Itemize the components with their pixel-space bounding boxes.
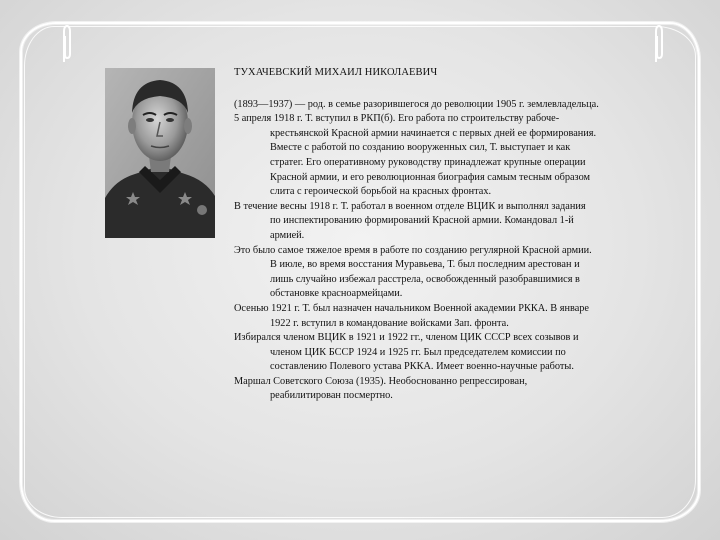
- biography-line: Вместе с работой по созданию вооруженных сил, Т. выступает и как: [270, 142, 571, 154]
- biography-line: по инспектированию формирований Красной армии. Командовал 1-й: [270, 215, 574, 227]
- biography-line: лишь случайно избежал расстрела, освобожденный разобравшимися в: [270, 273, 580, 285]
- paper-clip-icon: [652, 24, 664, 64]
- biography-line: 1922 г. вступил в командование войсками Зап. фронта.: [270, 317, 509, 329]
- biography-text: [234, 64, 670, 404]
- biography-line: Избирался членом ВЦИК в 1921 и 1922 гг., членом ЦИК СССР всех созывов и: [234, 332, 579, 344]
- person-name-heading: ТУХАЧЕВСКИЙ МИХАИЛ НИКОЛАЕВИЧ: [234, 67, 438, 78]
- biography-lines: [234, 98, 670, 404]
- biography-line: крестьянской Красной армии начинается с первых дней ее формирования.: [270, 127, 597, 139]
- portrait-photo: [105, 68, 215, 238]
- biography-line: армией.: [270, 229, 305, 241]
- biography-line: составлению Полевого устава РККА. Имеет военно-научные работы.: [270, 361, 574, 373]
- biography-line: стратег. Его оперативному руководству принадлежат крупные операции: [270, 156, 586, 168]
- biography-line: обстановке красноармейцами.: [270, 288, 403, 300]
- biography-line: 5 апреля 1918 г. Т. вступил в РКП(б). Его работа по строительству рабоче-: [234, 113, 560, 125]
- paper-clip-icon: [60, 24, 72, 64]
- biography-line: В течение весны 1918 г. Т. работал в военном отделе ВЦИК и выполнял задания: [234, 200, 586, 212]
- biography-line: слита с героической борьбой на красных фронтах.: [270, 186, 492, 198]
- portrait-image: [105, 68, 215, 238]
- biography-line: членом ЦИК БССР 1924 и 1925 гг. Был председателем комиссии по: [270, 346, 566, 358]
- biography-line: Это было самое тяжелое время в работе по созданию регулярной Красной армии.: [234, 244, 592, 256]
- biography-line: Маршал Советского Союза (1935). Необоснованно репрессирован,: [234, 375, 528, 387]
- biography-line: В июле, во время восстания Муравьева, Т. был последним арестован и: [270, 259, 580, 271]
- biography-line: реабилитирован посмертно.: [270, 390, 393, 402]
- biography-line: (1893—1937) — род. в семье разорившегося до революции 1905 г. землевладельца.: [234, 98, 599, 110]
- biography-line: Красной армии, и его революционная биография самым тесным образом: [270, 171, 591, 183]
- biography-line: Осенью 1921 г. Т. был назначен начальником Военной академии РККА. В январе: [234, 302, 589, 314]
